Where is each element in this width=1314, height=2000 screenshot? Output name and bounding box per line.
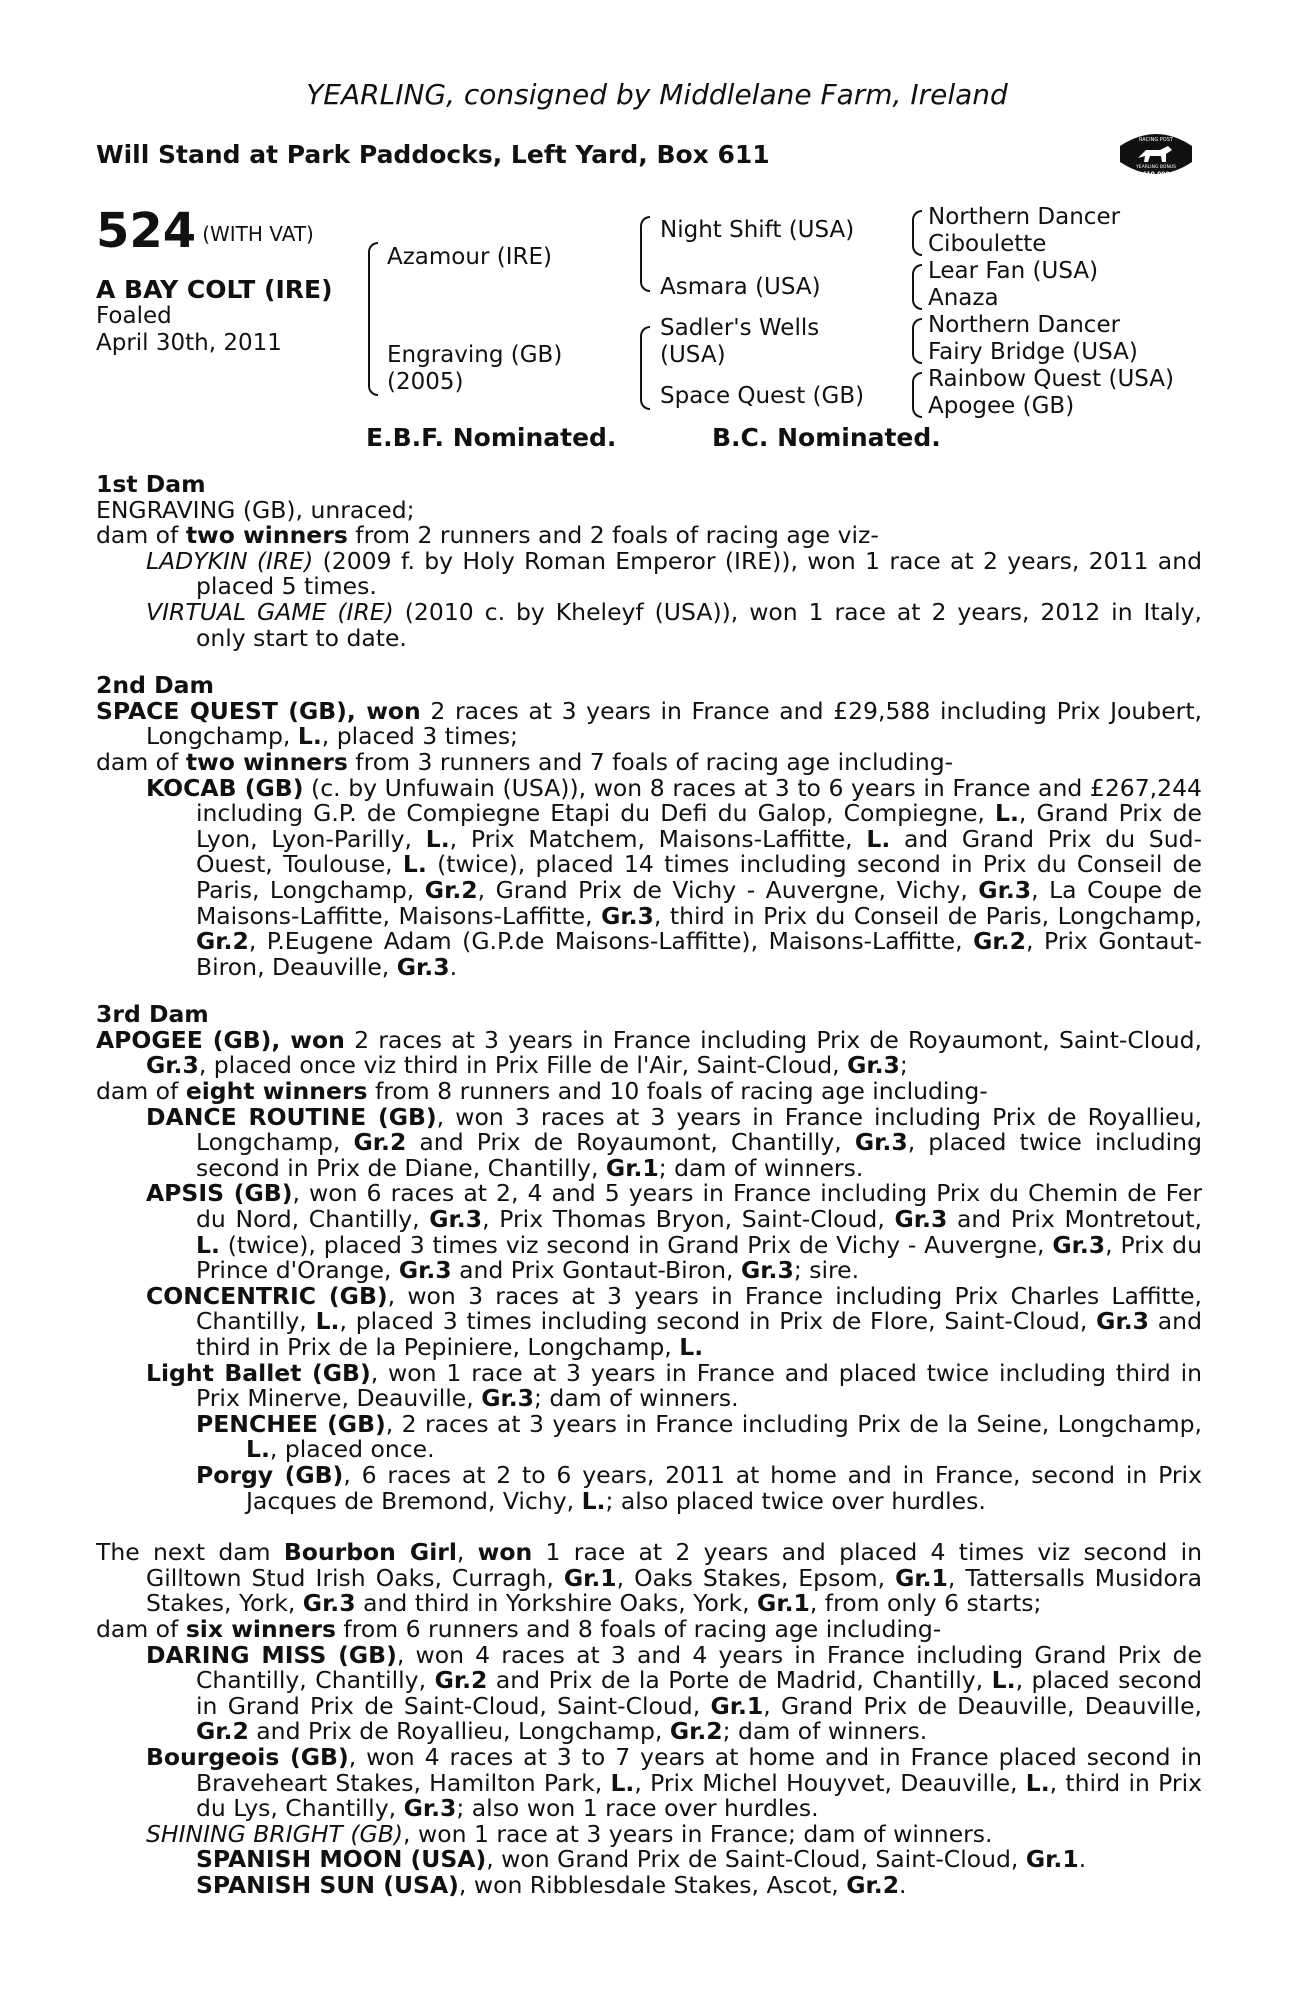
produce-entry <box>96 1181 1202 1283</box>
horse-name: PENCHEE (GB) <box>196 1409 386 1438</box>
sire-dam: Asmara (USA) <box>660 274 821 300</box>
text-run: 2 races at 3 years in France including Prix de Royaumont, Saint-Cloud, <box>344 1025 1202 1054</box>
race-grade: Gr.2 <box>846 1870 900 1899</box>
race-grade: L. <box>297 722 322 751</box>
race-grade: Gr.2 <box>196 1717 249 1746</box>
horse-name: Light Ballet (GB) <box>146 1358 371 1387</box>
text-run: dam of <box>96 521 186 550</box>
dam-dam: Space Quest (GB) <box>660 383 865 409</box>
sire-sire: Night Shift (USA) <box>660 217 855 243</box>
race-grade: Gr.3 <box>854 1128 908 1157</box>
horse-name: Bourgeois (GB) <box>146 1742 349 1771</box>
text-run: and Prix de Royallieu, Longchamp, <box>248 1717 670 1746</box>
text-run: . <box>899 1870 907 1899</box>
text-run: 1 race at 2 years and placed 4 times viz second in Gilltown Stud Irish Oaks, Curragh, <box>146 1538 1202 1592</box>
text-run: , placed twice including second in Prix de Diane, Chantilly, <box>196 1128 1202 1182</box>
winners-count: eight winners <box>185 1077 368 1106</box>
race-grade: Gr.3 <box>978 875 1032 904</box>
spacer <box>96 1514 1202 1540</box>
race-grade: L. <box>425 824 450 853</box>
produce-entry <box>96 1358 1202 1413</box>
pedigree-brace <box>912 210 922 256</box>
text-run: . <box>449 952 458 981</box>
text-run: , Oaks Stakes, Epsom, <box>616 1563 896 1592</box>
text-run: , third in Prix du Conseil de Paris, Longchamp, <box>653 901 1202 930</box>
text-run: , placed 3 times; <box>321 722 518 751</box>
ped-dss: Northern Dancer <box>928 312 1121 338</box>
text-run: (twice), placed 14 times including second in Prix du Conseil de Paris, Longchamp, <box>196 850 1202 904</box>
horse-name: APSIS (GB) <box>146 1179 293 1208</box>
race-grade: Gr.3 <box>481 1384 535 1413</box>
text-run: from 2 runners and 2 foals of racing age viz- <box>347 521 879 550</box>
horse-badge-icon <box>1116 128 1196 184</box>
produce-entry <box>96 1102 1202 1182</box>
horse-name: DANCE ROUTINE (GB) <box>146 1102 437 1131</box>
first-dam-produce-line <box>96 523 1202 549</box>
produce-entry <box>96 1460 1202 1515</box>
text-run: from 6 runners and 8 foals of racing age including- <box>335 1614 942 1643</box>
text-run: , won 1 race at 3 years in France and placed twice including third in Prix Minerve, Deauville, <box>196 1358 1202 1413</box>
race-grade: Gr.2 <box>973 927 1026 956</box>
text-run: , placed once. <box>269 1435 435 1464</box>
race-grade: Gr.3 <box>146 1051 199 1080</box>
text-run: , third in Prix du Lys, Chantilly, <box>196 1768 1203 1823</box>
lot-number <box>96 205 314 260</box>
vat-note: (WITH VAT) <box>202 222 314 246</box>
race-grade: L. <box>581 1486 606 1515</box>
text-run: and Grand Prix du Sud-Ouest, Toulouse, <box>196 824 1203 879</box>
text-run: ; dam of winners. <box>658 1153 864 1182</box>
catalogue-text <box>96 472 1202 1898</box>
text-run: , Prix Matchem, Maisons-Laffitte, <box>449 824 867 853</box>
foaled-label: Foaled <box>96 303 172 329</box>
text-run: and Prix Montretout, <box>947 1205 1202 1234</box>
third-dam-heading: 3rd Dam <box>96 1000 209 1029</box>
text-run: , 6 races at 2 to 6 years, 2011 at home and in France, second in Prix Jacques de Bremond, Vichy, <box>246 1460 1202 1515</box>
text-run: , placed second in Grand Prix de Saint-Cloud, Saint-Cloud, <box>196 1666 1202 1720</box>
second-dam-produce-line <box>96 747 1202 776</box>
first-dam-line: ENGRAVING (GB), unraced; <box>96 495 415 524</box>
text-run: ; <box>899 1051 908 1080</box>
race-grade: Gr.3 <box>403 1794 457 1823</box>
second-dam-heading: 2nd Dam <box>96 671 214 700</box>
race-grade: Gr.3 <box>302 1589 356 1618</box>
second-dam-line <box>96 696 1203 751</box>
text-run: (c. by Unfuwain (USA)), won 8 races at 3 to 6 years in France and £267,244 including G.P. de Compiegne Etapi du Defi du Galop, Compiegne, <box>196 773 1202 828</box>
race-grade: Gr.3 <box>847 1051 900 1080</box>
horse-name: Porgy (GB) <box>196 1460 344 1489</box>
text-run: dam of <box>96 1077 186 1106</box>
horse-name: KOCAB (GB) <box>146 773 304 802</box>
race-grade: Gr.3 <box>429 1205 483 1234</box>
text-run: , P.Eugene Adam (G.P.de Maisons-Laffitte), Maisons-Laffitte, <box>248 927 974 956</box>
race-grade: Gr.1 <box>563 1563 617 1592</box>
badge-top-text: RACING POST <box>1139 137 1173 143</box>
text-run: , Prix du Prince d'Orange, <box>196 1230 1202 1285</box>
text-run: , <box>456 1538 478 1567</box>
text-run: ; dam of winners. <box>722 1717 928 1746</box>
produce-entry <box>96 1640 1202 1746</box>
lot-number-value: 524 <box>96 203 197 259</box>
sire: Azamour (IRE) <box>387 244 552 270</box>
text-run: ; also won 1 race over hurdles. <box>456 1794 819 1823</box>
produce-entry <box>96 1847 1202 1873</box>
text-run: The next dam <box>96 1538 284 1567</box>
text-run: , placed once viz third in Prix Fille de l'Air, Saint-Cloud, <box>198 1051 848 1080</box>
next-dam-produce-line <box>96 1614 1202 1643</box>
race-grade: L. <box>679 1333 704 1361</box>
third-dam-line <box>96 1025 1202 1080</box>
race-grade: Gr.2 <box>434 1666 488 1695</box>
text-run: from 3 runners and 7 foals of racing age including- <box>347 747 954 776</box>
badge-mid-text: YEARLING BONUS <box>1136 165 1176 170</box>
produce-entry <box>96 1870 1202 1899</box>
consignment-header: YEARLING, consigned by Middlelane Farm, Ireland <box>306 78 1008 111</box>
produce-entry <box>96 1409 1202 1464</box>
ebf-nominated: E.B.F. Nominated. <box>366 423 617 452</box>
ped-dds: Rainbow Quest (USA) <box>928 366 1175 392</box>
race-grade: Gr.1 <box>757 1589 810 1618</box>
text-run: , Grand Prix de Lyon, Lyon-Parilly, <box>196 799 1202 853</box>
race-grade: L. <box>866 824 891 853</box>
pedigree-brace <box>640 326 650 410</box>
third-dam-produce-line <box>96 1079 1202 1105</box>
dam-line2: (2005) <box>387 369 464 395</box>
text-run: and Prix de la Porte de Madrid, Chantilly, <box>487 1666 992 1695</box>
race-grade: Gr.2 <box>424 875 478 904</box>
text-run: 2 races at 3 years in France and £29,588 including Prix Joubert, Longchamp, <box>146 696 1203 751</box>
dam-line1: Engraving (GB) <box>387 342 563 368</box>
horse-name: SHINING BRIGHT (GB) <box>146 1819 404 1848</box>
winners-count: two winners <box>185 747 348 776</box>
race-grade: Gr.1 <box>895 1563 948 1592</box>
horse-name: DARING MISS (GB) <box>146 1640 397 1669</box>
race-grade: L. <box>402 850 427 879</box>
race-grade: Gr.2 <box>196 927 249 956</box>
horse-name: Bourbon Girl <box>283 1538 457 1567</box>
text-run: , Prix Thomas Bryon, Saint-Cloud, <box>482 1205 895 1234</box>
horse-name: LADYKIN (IRE) <box>146 546 314 575</box>
text-run: ; sire. <box>793 1256 860 1285</box>
produce-entry <box>96 1742 1203 1823</box>
bc-nominated: B.C. Nominated. <box>712 423 941 452</box>
ped-ddd: Apogee (GB) <box>928 393 1075 419</box>
winners-count: two winners <box>185 521 348 550</box>
text-run: , Grand Prix de Deauville, Deauville, <box>763 1691 1202 1720</box>
yearling-bonus-badge <box>1116 128 1196 184</box>
horse-name: SPANISH MOON (USA) <box>196 1845 487 1874</box>
text-run: , won Ribblesdale Stakes, Ascot, <box>458 1870 847 1899</box>
race-grade: Gr.2 <box>353 1128 407 1157</box>
pedigree-brace <box>912 264 922 310</box>
ped-sss: Northern Dancer <box>928 204 1121 230</box>
text-run: , Grand Prix de Vichy - Auvergne, Vichy, <box>477 875 979 904</box>
text-run: and third in Yorkshire Oaks, York, <box>355 1589 758 1618</box>
text-run: ; dam of winners. <box>534 1384 739 1413</box>
text-run: from 8 runners and 10 foals of racing age including- <box>367 1077 988 1106</box>
next-dam-line <box>96 1540 1202 1617</box>
badge-bottom-text: £10,000 <box>1142 171 1170 178</box>
produce-entry <box>96 1281 1202 1361</box>
text-run: dam of <box>96 1614 186 1643</box>
text-run: . <box>1078 1845 1087 1874</box>
text-run: , 2 races at 3 years in France including Prix de la Seine, Longchamp, <box>385 1409 1202 1438</box>
race-grade: Gr.3 <box>396 952 450 981</box>
horse-name: CONCENTRIC (GB) <box>146 1281 388 1310</box>
horse-name: VIRTUAL GAME (IRE) <box>146 597 394 626</box>
text-run: , won 4 races at 3 to 7 years at home and in France placed second in Braveheart Stakes, Hamilton Park, <box>196 1742 1202 1797</box>
race-grade: Gr.3 <box>894 1205 948 1234</box>
ped-dsd: Fairy Bridge (USA) <box>928 339 1138 365</box>
text-run: won <box>366 696 421 725</box>
produce-entry <box>96 597 1203 652</box>
dam-sire-line1: Sadler's Wells <box>660 315 820 341</box>
race-grade: L. <box>995 799 1019 828</box>
race-grade: Gr.3 <box>741 1256 794 1285</box>
text-run: , Prix Michel Houyvet, Deauville, <box>634 1768 1026 1797</box>
race-grade: Gr.1 <box>605 1153 659 1182</box>
race-grade: L. <box>610 1768 635 1797</box>
produce-entry <box>96 1819 1202 1848</box>
stand-location: Will Stand at Park Paddocks, Left Yard, Box 611 <box>96 140 770 169</box>
foaled-date: April 30th, 2011 <box>96 330 282 356</box>
text-run: , won Grand Prix de Saint-Cloud, Saint-Cloud, <box>486 1845 1026 1874</box>
text-run: and Prix Gontaut-Biron, <box>451 1256 741 1285</box>
ped-ssd: Ciboulette <box>928 231 1047 257</box>
first-dam-heading: 1st Dam <box>96 470 206 498</box>
text-run: ; also placed twice over hurdles. <box>605 1486 986 1515</box>
text-run: , <box>346 696 367 725</box>
text-run: , won 1 race at 3 years in France; dam of winners. <box>403 1819 993 1848</box>
race-grade: L. <box>1025 1768 1050 1797</box>
pedigree-brace <box>640 216 650 292</box>
pedigree-brace <box>368 242 378 396</box>
pedigree-brace <box>912 372 922 418</box>
text-run: , won 3 races at 3 years in France including Prix Charles Laffitte, Chantilly, <box>196 1281 1202 1336</box>
text-run: won <box>290 1025 345 1054</box>
text-run: , La Coupe de Maisons-Laffitte, Maisons-Laffitte, <box>196 875 1203 930</box>
text-run: , won 4 races at 3 and 4 years in France including Grand Prix de Chantilly, Chantilly, <box>196 1640 1202 1695</box>
horse-name: SPACE QUEST (GB) <box>96 696 347 725</box>
race-grade: Gr.3 <box>1052 1230 1106 1259</box>
race-grade: Gr.2 <box>669 1717 723 1746</box>
race-grade: Gr.1 <box>710 1691 764 1720</box>
text-run: , Prix Gontaut-Biron, Deauville, <box>196 927 1203 981</box>
text-run: , <box>271 1025 291 1054</box>
pedigree-brace <box>912 318 922 364</box>
text-run: , won 6 races at 2, 4 and 5 years in France including Prix du Chemin de Fer du Nord, Chantilly, <box>196 1179 1202 1234</box>
produce-entry <box>96 546 1202 601</box>
ped-sdd: Anaza <box>928 285 999 311</box>
text-run: , placed 3 times including second in Prix de Flore, Saint-Cloud, <box>339 1307 1097 1336</box>
race-grade: Gr.3 <box>398 1256 452 1285</box>
text-run: and third in Prix de la Pepiniere, Longchamp, <box>196 1307 1202 1361</box>
horse-name: SPANISH SUN (USA) <box>196 1870 459 1899</box>
race-grade: Gr.1 <box>1025 1845 1079 1874</box>
horse-name: APOGEE (GB) <box>96 1025 272 1054</box>
dam-sire-line2: (USA) <box>660 342 726 368</box>
text-run: won <box>477 1538 533 1567</box>
race-grade: L. <box>246 1435 270 1464</box>
produce-entry <box>96 773 1203 981</box>
winners-count: six winners <box>185 1614 336 1643</box>
race-grade: L. <box>196 1230 220 1259</box>
text-run: and Prix de Royaumont, Chantilly, <box>406 1128 855 1157</box>
lot-title: A BAY COLT (IRE) <box>96 275 333 304</box>
race-grade: Gr.3 <box>1096 1307 1149 1336</box>
text-run: (2009 f. by Holy Roman Emperor (IRE)), won 1 race at 2 years, 2011 and placed 5 times. <box>196 546 1202 601</box>
race-grade: L. <box>315 1307 340 1336</box>
text-run: , won 3 races at 3 years in France including Prix de Royallieu, Longchamp, <box>196 1102 1202 1157</box>
ped-sds: Lear Fan (USA) <box>928 258 1099 284</box>
text-run: , from only 6 starts; <box>809 1589 1042 1618</box>
race-grade: Gr.3 <box>601 901 654 930</box>
race-grade: L. <box>991 1666 1016 1695</box>
text-run: (twice), placed 3 times viz second in Grand Prix de Vichy - Auvergne, <box>219 1230 1053 1259</box>
text-run: (2010 c. by Kheleyf (USA)), won 1 race at 2 years, 2012 in Italy, only start to date. <box>196 597 1203 652</box>
text-run: , Tattersalls Musidora Stakes, York, <box>146 1563 1202 1618</box>
text-run: dam of <box>96 747 186 776</box>
